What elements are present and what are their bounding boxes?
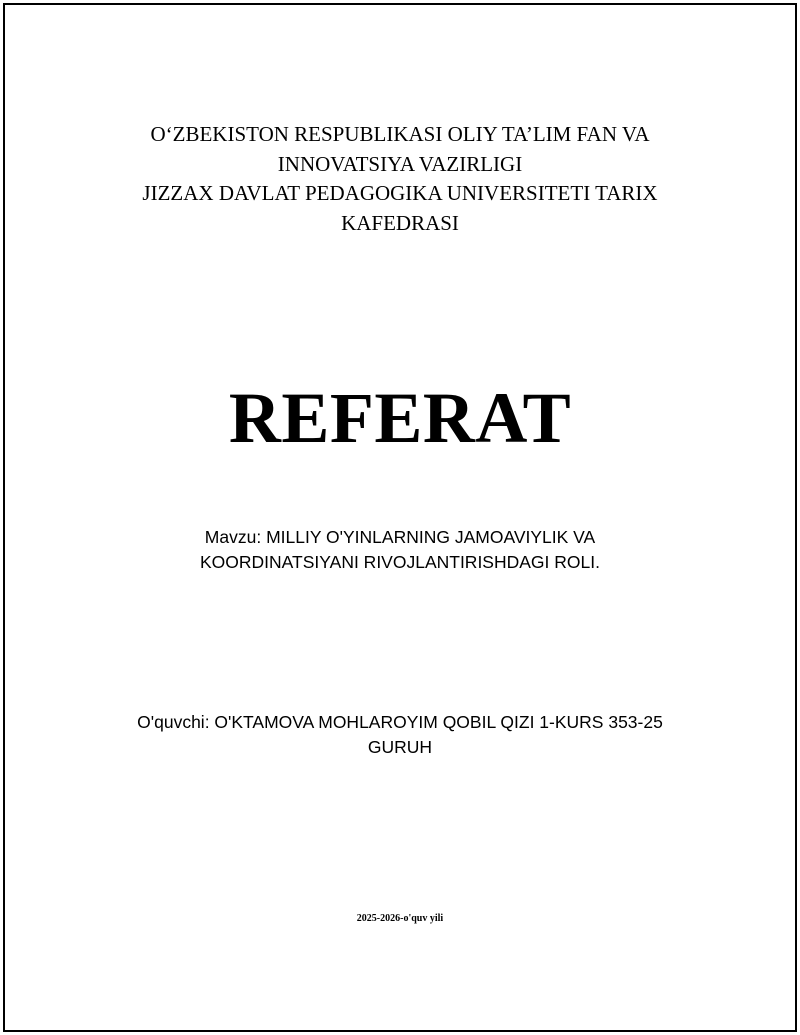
topic-line-1: Mavzu: MILLIY O'YINLARNING JAMOAVIYLIK VA xyxy=(204,527,596,547)
topic-section xyxy=(0,525,800,575)
student-section xyxy=(0,710,800,760)
institution-header xyxy=(0,120,800,238)
document-title: REFERAT xyxy=(228,378,572,458)
student-line-1: O'quvchi: O'KTAMOVA MOHLAROYIM QOBIL QIZI 1-KURS 353-25 xyxy=(137,712,663,732)
header-line-ministry-1: O‘ZBEKISTON RESPUBLIKASI OLIY TA’LIM FAN VA xyxy=(150,122,650,146)
student-line-2: GURUH xyxy=(367,737,433,757)
academic-year: 2025-2026-o'quv yili xyxy=(356,913,444,924)
topic-line-2: KOORDINATSIYANI RIVOJLANTIRISHDAGI ROLI. xyxy=(200,552,600,572)
header-line-department: KAFEDRASI xyxy=(341,210,459,235)
header-line-ministry-2: INNOVATSIYA VAZIRLIGI xyxy=(277,151,523,176)
header-line-university: JIZZAX DAVLAT PEDAGOGIKA UNIVERSITETI TARIX xyxy=(142,181,658,205)
